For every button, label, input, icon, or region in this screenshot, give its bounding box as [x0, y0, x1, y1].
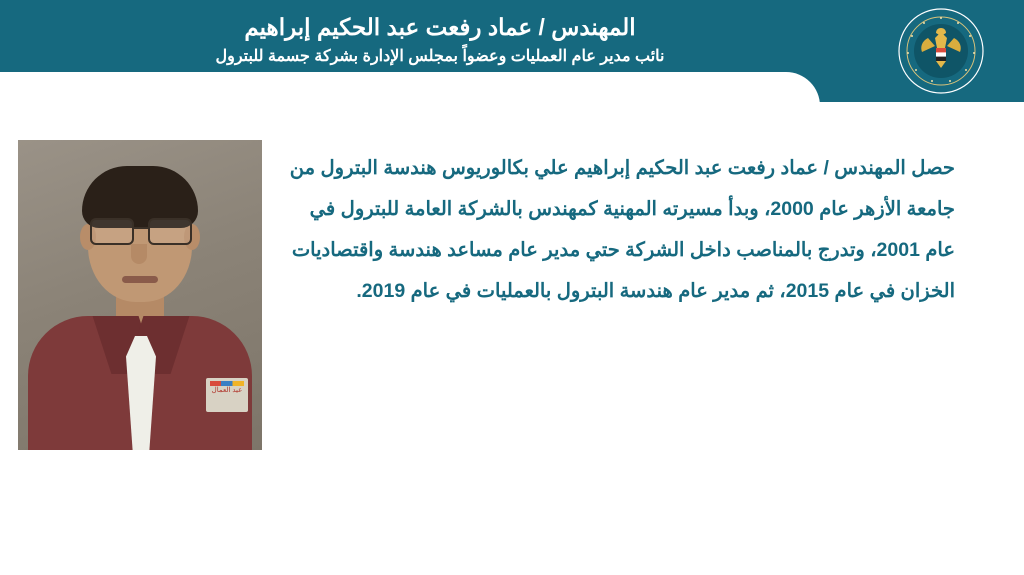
- header-text-block: [0, 12, 880, 68]
- photo-lens-left: [90, 218, 134, 245]
- biography-paragraph: حصل المهندس / عماد رفعت عبد الحكيم إبراهيم علي بكالوريوس هندسة البترول من جامعة الأزهر عام 2000، وبدأ مسيرته المهنية كمهندس بالشركة العامة للبترول في عام 2001، وتدرج بالمناصب داخل الشركة حتي مدير عام مساعد هندسة واقتصاديات الخزان في عام 2015، ثم مدير عام هندسة البترول بالعمليات في عام 2019.: [289, 157, 955, 302]
- page-title: المهندس / عماد رفعت عبد الحكيم إبراهيم: [244, 14, 636, 40]
- ministry-emblem-icon: [898, 8, 984, 94]
- photo-badge-stripes: [210, 381, 244, 386]
- page-subtitle: نائب مدير عام العمليات وعضواً بمجلس الإدارة بشركة جسمة للبترول: [215, 48, 665, 66]
- slide-header: [0, 0, 1024, 102]
- photo-eyebrow-right: [152, 210, 186, 215]
- photo-eyebrow-left: [94, 210, 128, 215]
- eyeglasses-icon: [88, 218, 192, 242]
- photo-badge: [206, 378, 248, 412]
- header-bottom-notch: [0, 72, 820, 112]
- photo-lens-bridge: [132, 227, 148, 229]
- photo-mouth: [122, 276, 158, 283]
- photo-badge-label: عيد العمال: [211, 387, 243, 394]
- photo-lens-right: [148, 218, 192, 245]
- photo-nose: [131, 244, 147, 264]
- profile-photo: [18, 140, 262, 450]
